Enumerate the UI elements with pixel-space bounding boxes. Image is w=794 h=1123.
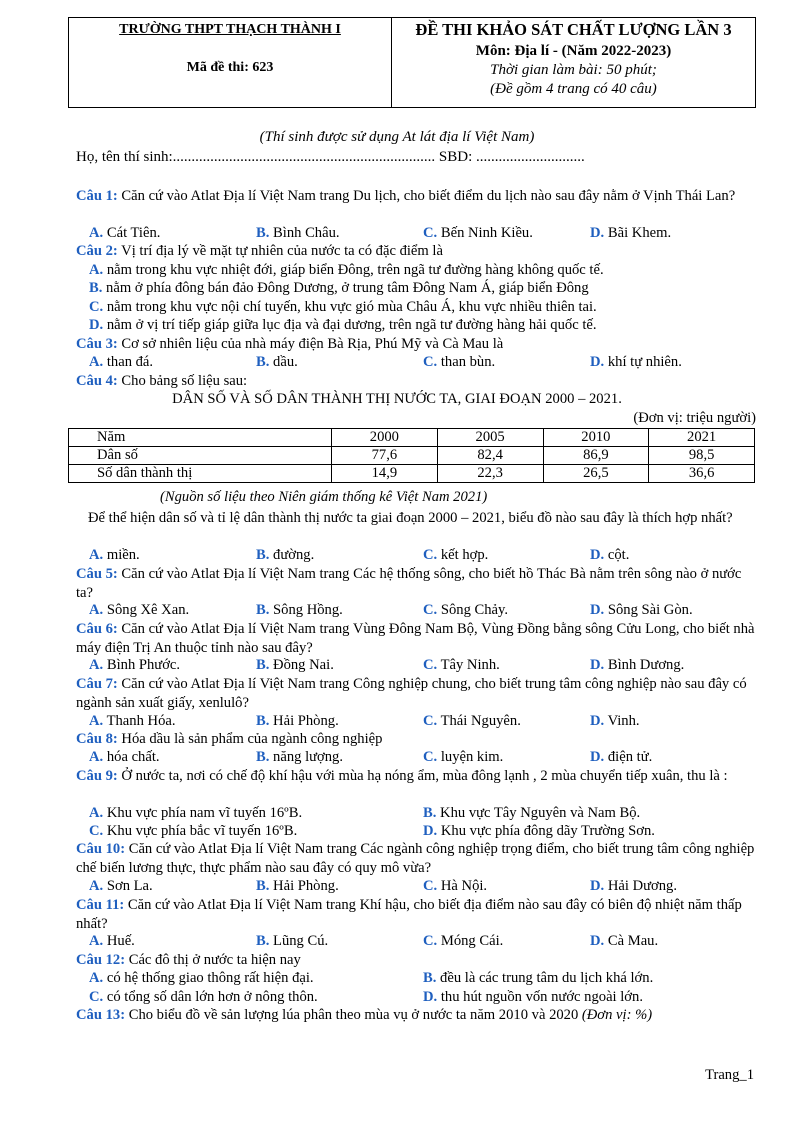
option-label: D. [89, 317, 104, 333]
option-text: Bãi Khem. [607, 225, 672, 241]
header-right [392, 18, 755, 107]
table-cell: 2000 [332, 429, 438, 447]
option-text: Tây Ninh. [440, 657, 500, 673]
option-label: D. [423, 823, 438, 839]
option-text: nằm ở vị trí tiếp giáp giữa lục địa và đại dương, trên ngã tư đường hàng hải quốc tế. [106, 317, 597, 333]
option-label: C. [89, 989, 104, 1005]
option-text: Hải Phòng. [273, 878, 339, 894]
question-number: Câu 6: [76, 621, 118, 637]
option-a [89, 712, 176, 731]
option-text: thu hút nguồn vốn nước ngoài lớn. [440, 989, 643, 1005]
question-11 [76, 896, 760, 933]
question-number: Câu 13: [76, 1007, 126, 1023]
table-cell: 2010 [543, 429, 649, 447]
option-c [423, 932, 503, 951]
option-label: D. [590, 878, 605, 894]
option-text: Cát Tiên. [106, 225, 161, 241]
option-c [423, 712, 521, 731]
question-8 [76, 730, 760, 749]
option-d [590, 932, 658, 951]
option-text: Bình Châu. [273, 225, 340, 241]
option-label: D. [590, 713, 605, 729]
option-label: B. [256, 749, 270, 765]
option-a [89, 353, 153, 372]
option-text: Cà Mau. [607, 933, 659, 949]
question-text: Cơ sở nhiên liệu của nhà máy điện Bà Rịa, Phú Mỹ và Cà Mau là [117, 336, 504, 352]
option-text: cột. [607, 547, 630, 563]
question-text: Hóa dầu là sản phẩm của ngành công nghiệp [117, 731, 383, 747]
option-text: đường. [273, 547, 315, 563]
question-13 [76, 1006, 760, 1025]
header-box [68, 17, 756, 108]
option-d [590, 748, 652, 767]
option-label: A. [89, 749, 104, 765]
option-label: D. [590, 933, 605, 949]
option-label: C. [423, 749, 438, 765]
data-table [68, 428, 755, 483]
table-cell: 36,6 [649, 465, 755, 483]
option-label: C. [423, 354, 438, 370]
option-label: B. [256, 225, 270, 241]
option-c [423, 353, 495, 372]
option-label: D. [590, 225, 605, 241]
option-label: A. [89, 933, 104, 949]
option-text: Khu vực phía đông dãy Trường Sơn. [440, 823, 655, 839]
option-label: A. [89, 878, 104, 894]
option-text: nằm trong khu vực nội chí tuyến, khu vực gió mùa Châu Á, khu vực nhiều thiên tai. [106, 299, 597, 315]
option-label: A. [89, 547, 104, 563]
option-b [256, 224, 340, 243]
question-7 [76, 675, 760, 712]
option-text: than đá. [106, 354, 154, 370]
option-text: kết hợp. [440, 547, 489, 563]
option-text: nằm trong khu vực nhiệt đới, giáp biển Đông, trên ngã tư đường hàng không quốc tế. [106, 262, 604, 278]
option-label: C. [89, 823, 104, 839]
option-c [423, 748, 503, 767]
option-b [256, 748, 343, 767]
table-cell: Số dân thành thị [69, 465, 332, 483]
option-label: D. [590, 657, 605, 673]
option-d [423, 988, 643, 1007]
option-label: D. [590, 354, 605, 370]
question-text: Căn cứ vào Atlat Địa lí Việt Nam trang Công nghiệp chung, cho biết trung tâm công nghiệp nào sau đây có ngành sản xuất giấy, xenlulô? [76, 676, 747, 711]
option-c [423, 546, 488, 565]
question-10 [76, 840, 760, 877]
option-text: Sông Xê Xan. [106, 602, 190, 618]
table-cell: 26,5 [543, 465, 649, 483]
option-text: Sơn La. [106, 878, 153, 894]
option-label: B. [423, 970, 437, 986]
table-cell: 22,3 [437, 465, 543, 483]
question-number: Câu 7: [76, 676, 118, 692]
question-text: Căn cứ vào Atlat Địa lí Việt Nam trang Các hệ thống sông, cho biết hồ Thác Bà nằm trên sông nào ở nước ta? [76, 566, 742, 601]
option-c [89, 298, 597, 317]
option-text: miền. [106, 547, 140, 563]
option-d [590, 656, 684, 675]
option-d [590, 224, 671, 243]
option-text: khí tự nhiên. [607, 354, 682, 370]
option-text: Sông Sài Gòn. [607, 602, 693, 618]
option-label: A. [89, 657, 104, 673]
option-text: đều là các trung tâm du lịch khá lớn. [440, 970, 654, 986]
option-text: than bùn. [440, 354, 496, 370]
question-text: Ở nước ta, nơi có chế độ khí hậu với mùa hạ nóng ẩm, mùa đông lạnh , 2 mùa chuyển tiếp xuân, thu là : [117, 768, 728, 784]
table-row [69, 447, 755, 465]
option-label: B. [89, 280, 103, 296]
table-cell: 14,9 [332, 465, 438, 483]
exam-duration: Thời gian làm bài: 50 phút; [490, 62, 657, 78]
option-label: A. [89, 262, 104, 278]
option-d [590, 877, 677, 896]
option-c [89, 822, 297, 841]
question-text: Các đô thị ở nước ta hiện nay [125, 952, 301, 968]
question-text: Căn cứ vào Atlat Địa lí Việt Nam trang Du lịch, cho biết điểm du lịch nào sau đây nằm ở Vịnh Thái Lan? [117, 188, 736, 204]
question-text: Căn cứ vào Atlat Địa lí Việt Nam trang Các ngành công nghiệp trọng điểm, cho biết trung tâm công nghiệp chế biến lương thực, thực phẩm nào sau đây có quy mô vừa? [76, 841, 755, 876]
option-a [89, 969, 314, 988]
option-text: năng lượng. [273, 749, 343, 765]
option-text: có tổng số dân lớn hơn ở nông thôn. [106, 989, 318, 1005]
option-b [256, 546, 314, 565]
option-text: Huế. [106, 933, 135, 949]
table-cell: Năm [69, 429, 332, 447]
option-text: Khu vực phía bắc vĩ tuyến 16ºB. [106, 823, 298, 839]
option-text: Sông Hồng. [273, 602, 343, 618]
option-text: Bình Dương. [607, 657, 685, 673]
option-label: B. [423, 805, 437, 821]
question-number: Câu 10: [76, 841, 126, 857]
exam-subject: Môn: Địa lí - (Năm 2022-2023) [475, 43, 672, 59]
option-text: Bến Ninh Kiều. [440, 225, 533, 241]
option-text: điện tử. [607, 749, 653, 765]
option-a [89, 224, 160, 243]
option-text: Thái Nguyên. [440, 713, 521, 729]
option-b [256, 601, 343, 620]
option-text: Bình Phước. [106, 657, 181, 673]
option-b [423, 969, 653, 988]
option-text: hóa chất. [106, 749, 160, 765]
question-text: Căn cứ vào Atlat Địa lí Việt Nam trang Khí hậu, cho biết địa điểm nào sau đây có biên độ nhiệt năm thấp nhất? [76, 897, 742, 932]
option-label: B. [256, 354, 270, 370]
option-label: C. [423, 547, 438, 563]
option-label: A. [89, 805, 104, 821]
option-text: dầu. [273, 354, 298, 370]
option-c [89, 988, 318, 1007]
option-label: A. [89, 713, 104, 729]
option-text: nằm ở phía đông bán đảo Đông Dương, ở trung tâm Đông Nam Á, giáp biển Đông [106, 280, 589, 296]
option-c [423, 877, 487, 896]
question-number: Câu 8: [76, 731, 118, 747]
option-b [256, 932, 328, 951]
question-number: Câu 4: [76, 373, 118, 389]
question-5 [76, 565, 760, 602]
option-c [423, 224, 533, 243]
option-a [89, 261, 604, 280]
question-4 [76, 372, 760, 391]
option-a [89, 748, 160, 767]
table-cell: 2021 [649, 429, 755, 447]
table-row [69, 465, 755, 483]
table-source: (Nguồn số liệu theo Niên giám thống kê Việt Nam 2021) [160, 489, 488, 505]
option-label: B. [256, 602, 270, 618]
option-d [590, 353, 682, 372]
option-d [423, 822, 655, 841]
option-label: C. [423, 713, 438, 729]
option-label: C. [423, 602, 438, 618]
candidate-line: Họ, tên thí sinh:...................................................................... SBD: ............................. [76, 149, 585, 165]
question-unit: (Đơn vị: %) [581, 1007, 653, 1023]
question-number: Câu 3: [76, 336, 118, 352]
option-a [89, 932, 135, 951]
option-text: Hà Nội. [440, 878, 488, 894]
option-label: C. [423, 933, 438, 949]
table-header-row [69, 429, 755, 447]
option-label: C. [423, 878, 438, 894]
option-label: C. [423, 225, 438, 241]
option-text: có hệ thống giao thông rất hiện đại. [106, 970, 314, 986]
option-b [423, 804, 640, 823]
question-4-prompt: Để thể hiện dân số và tỉ lệ dân thành thị nước ta giai đoạn 2000 – 2021, biểu đồ nào sau đây là thích hợp nhất? [88, 510, 733, 526]
table-cell: Dân số [69, 447, 332, 465]
question-number: Câu 11: [76, 897, 125, 913]
option-d [590, 546, 629, 565]
table-cell: 2005 [437, 429, 543, 447]
option-label: A. [89, 354, 104, 370]
option-label: A. [89, 970, 104, 986]
table-cell: 98,5 [649, 447, 755, 465]
question-text: Cho biểu đồ về sản lượng lúa phân theo mùa vụ ở nước ta năm 2010 và 2020 [125, 1007, 582, 1023]
option-text: Thanh Hóa. [106, 713, 176, 729]
option-text: Vinh. [607, 713, 640, 729]
question-2 [76, 242, 760, 261]
option-label: D. [590, 547, 605, 563]
option-text: Hải Phòng. [273, 713, 339, 729]
exam-code: Mã đề thi: 623 [186, 60, 274, 75]
option-label: B. [256, 933, 270, 949]
option-label: D. [590, 749, 605, 765]
option-label: C. [423, 657, 438, 673]
option-a [89, 601, 189, 620]
option-label: A. [89, 225, 104, 241]
option-b [256, 877, 339, 896]
question-number: Câu 2: [76, 243, 118, 259]
table-title: DÂN SỐ VÀ SỐ DÂN THÀNH THỊ NƯỚC TA, GIAI ĐOẠN 2000 – 2021. [172, 391, 622, 407]
option-text: Khu vực Tây Nguyên và Nam Bộ. [440, 805, 641, 821]
option-text: Lũng Cú. [273, 933, 329, 949]
option-text: Hải Dương. [607, 878, 677, 894]
option-label: B. [256, 713, 270, 729]
question-3 [76, 335, 760, 354]
option-label: D. [590, 602, 605, 618]
option-a [89, 804, 302, 823]
school-name: TRƯỜNG THPT THẠCH THÀNH I [119, 22, 341, 37]
option-text: Móng Cái. [440, 933, 504, 949]
table-cell: 77,6 [332, 447, 438, 465]
option-text: Đồng Nai. [273, 657, 334, 673]
option-a [89, 546, 140, 565]
option-a [89, 656, 180, 675]
question-number: Câu 12: [76, 952, 126, 968]
option-label: B. [256, 878, 270, 894]
option-d [590, 601, 693, 620]
question-text: Vị trí địa lý về mặt tự nhiên của nước ta có đặc điểm là [117, 243, 443, 259]
option-text: Khu vực phía nam vĩ tuyến 16ºB. [106, 805, 303, 821]
option-d [590, 712, 640, 731]
option-b [256, 353, 298, 372]
option-text: Sông Chảy. [440, 602, 509, 618]
option-label: B. [256, 657, 270, 673]
option-label: A. [89, 602, 104, 618]
option-b [89, 279, 589, 298]
table-cell: 82,4 [437, 447, 543, 465]
table-unit: (Đơn vị: triệu người) [633, 410, 756, 426]
question-text: Cho bảng số liệu sau: [117, 373, 248, 389]
option-text: luyện kim. [440, 749, 504, 765]
option-label: C. [89, 299, 104, 315]
option-label: B. [256, 547, 270, 563]
exam-pages: (Đề gồm 4 trang có 40 câu) [490, 81, 657, 97]
allow-note: (Thí sinh được sử dụng At lát địa lí Việt Nam) [259, 129, 535, 145]
option-c [423, 601, 508, 620]
option-b [256, 656, 334, 675]
table-cell: 86,9 [543, 447, 649, 465]
exam-title: ĐỀ THI KHẢO SÁT CHẤT LƯỢNG LẦN 3 [415, 20, 732, 39]
header-left [69, 18, 392, 107]
question-9 [76, 767, 760, 786]
option-b [256, 712, 339, 731]
option-c [423, 656, 500, 675]
option-d [89, 316, 597, 335]
question-number: Câu 1: [76, 188, 118, 204]
page-footer: Trang_1 [705, 1067, 754, 1083]
option-a [89, 877, 153, 896]
question-12 [76, 951, 760, 970]
question-text: Căn cứ vào Atlat Địa lí Việt Nam trang Vùng Đông Nam Bộ, Vùng Đồng bằng sông Cửu Long, cho biết nhà máy điện Trị An thuộc tỉnh nào sau đây? [76, 621, 755, 656]
question-1 [76, 187, 760, 206]
question-number: Câu 9: [76, 768, 118, 784]
question-number: Câu 5: [76, 566, 118, 582]
question-6 [76, 620, 760, 657]
option-label: D. [423, 989, 438, 1005]
